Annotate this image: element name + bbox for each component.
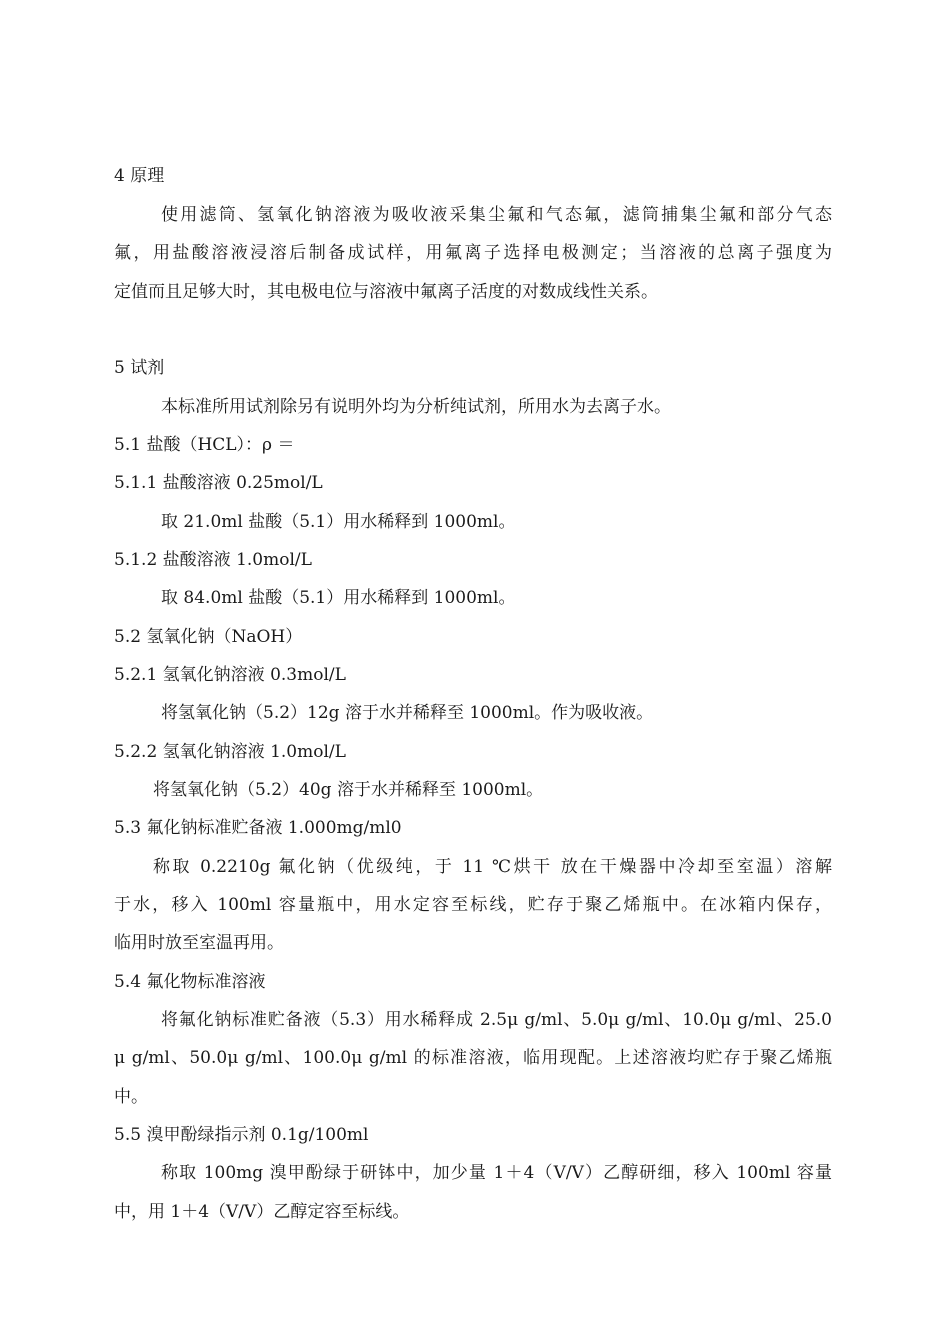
subsection-heading: 5.2.2 氢氧化钠溶液 1.0mol/L bbox=[114, 742, 346, 762]
subsection-heading: 5.1 盐酸（HCL）：ρ ＝ bbox=[114, 435, 295, 455]
paragraph-line: 临用时放至室温再用。 bbox=[114, 933, 284, 953]
paragraph-line: 将氟化钠标准贮备液（5.3）用水稀释成 2.5μ g/ml、5.0μ g/ml、10.0μ g/ml、25.0 bbox=[161, 1010, 832, 1030]
section-heading-principle: 4 原理 bbox=[114, 166, 165, 186]
paragraph-line: 将氢氧化钠（5.2）12g 溶于水并稀释至 1000ml。作为吸收液。 bbox=[161, 703, 654, 723]
paragraph-line: 称取 0.2210g 氟化钠（优级纯，于 11 ℃烘干 放在干燥器中冷却至室温）溶解 bbox=[153, 857, 832, 877]
paragraph-line: 本标准所用试剂除另有说明外均为分析纯试剂，所用水为去离子水。 bbox=[161, 397, 671, 417]
paragraph-line: 氟，用盐酸溶液浸溶后制备成试样，用氟离子选择电极测定；当溶液的总离子强度为 bbox=[114, 243, 832, 263]
paragraph-line: 中，用 1＋4（V/V）乙醇定容至标线。 bbox=[114, 1202, 410, 1222]
paragraph-line: 于水，移入 100ml 容量瓶中，用水定容至标线，贮存于聚乙烯瓶中。在冰箱内保存， bbox=[114, 895, 832, 915]
paragraph-line: 中。 bbox=[114, 1087, 148, 1107]
subsection-heading: 5.5 溴甲酚绿指示剂 0.1g/100ml bbox=[114, 1125, 369, 1145]
subsection-heading: 5.1.1 盐酸溶液 0.25mol/L bbox=[114, 473, 323, 493]
subsection-heading: 5.1.2 盐酸溶液 1.0mol/L bbox=[114, 550, 312, 570]
subsection-heading: 5.2 氢氧化钠（NaOH） bbox=[114, 627, 303, 647]
paragraph-line: 定值而且足够大时，其电极电位与溶液中氟离子活度的对数成线性关系。 bbox=[114, 282, 658, 302]
section-heading-reagents: 5 试剂 bbox=[114, 358, 165, 378]
paragraph-line: μ g/ml、50.0μ g/ml、100.0μ g/ml 的标准溶液，临用现配。上述溶液均贮存于聚乙烯瓶 bbox=[114, 1048, 832, 1068]
subsection-heading: 5.2.1 氢氧化钠溶液 0.3mol/L bbox=[114, 665, 346, 685]
subsection-heading: 5.4 氟化物标准溶液 bbox=[114, 972, 266, 992]
paragraph-line: 称取 100mg 溴甲酚绿于研钵中，加少量 1＋4（V/V）乙醇研细，移入 100ml 容量 bbox=[161, 1163, 832, 1183]
paragraph-line: 使用滤筒、氢氧化钠溶液为吸收液采集尘氟和气态氟，滤筒捕集尘氟和部分气态 bbox=[161, 205, 832, 225]
subsection-heading: 5.3 氟化钠标准贮备液 1.000mg/ml0 bbox=[114, 818, 402, 838]
paragraph-line: 取 21.0ml 盐酸（5.1）用水稀释到 1000ml。 bbox=[161, 512, 516, 532]
paragraph-line: 取 84.0ml 盐酸（5.1）用水稀释到 1000ml。 bbox=[161, 588, 516, 608]
paragraph-line: 将氢氧化钠（5.2）40g 溶于水并稀释至 1000ml。 bbox=[153, 780, 544, 800]
